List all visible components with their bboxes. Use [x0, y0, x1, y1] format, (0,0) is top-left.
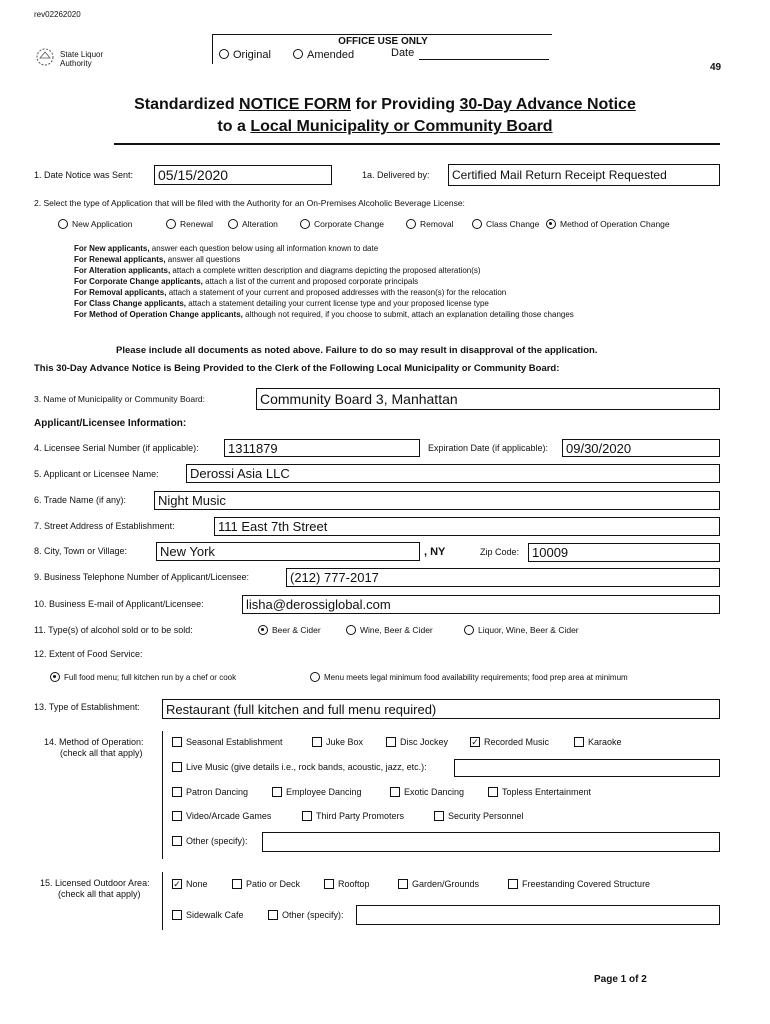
q2-options-option-4[interactable] [406, 219, 454, 230]
q14-row1-label-4: Karaoke [588, 737, 622, 747]
live-music-checkbox[interactable] [172, 762, 182, 772]
q2-options-radio-2[interactable] [228, 219, 238, 229]
original-label: Original [233, 49, 271, 61]
q14-row4-label-1: Third Party Promoters [316, 811, 405, 821]
instruction-text: answer each question below using all information known to date [149, 244, 379, 253]
q15-row1-label-2: Rooftop [338, 879, 370, 889]
sidewalk-cafe-label: Sidewalk Cafe [186, 910, 244, 920]
q11-options-radio-2[interactable] [464, 625, 474, 635]
title-notice-form: NOTICE FORM [239, 96, 352, 113]
q15-row1-checkbox-2[interactable] [324, 879, 334, 889]
outdoor-sidewalk-option[interactable] [172, 910, 244, 921]
q14-row1-option-4[interactable] [574, 737, 622, 748]
q2-options-radio-4[interactable] [406, 219, 416, 229]
q15-row1-option-2[interactable] [324, 879, 370, 890]
sidewalk-cafe-checkbox[interactable] [172, 910, 182, 920]
municipality-field[interactable]: Community Board 3, Manhattan [256, 388, 720, 410]
q1-label: 1. Date Notice was Sent: [34, 170, 134, 180]
live-music-label: Live Music (give details i.e., rock bands, acoustic, jazz, etc.): [186, 762, 427, 772]
q11-options-option-0[interactable] [258, 625, 321, 636]
instruction-text: answer all questions [165, 255, 241, 264]
form-title [0, 94, 770, 138]
office-use-title: OFFICE USE ONLY [338, 36, 428, 47]
q11-options-option-2[interactable] [464, 625, 579, 636]
amended-option[interactable] [293, 49, 354, 61]
q15-row1-option-3[interactable] [398, 879, 479, 890]
revision-code: rev02262020 [34, 10, 81, 19]
city-field[interactable]: New York [156, 542, 420, 561]
q15-row1-label-3: Garden/Grounds [412, 879, 480, 889]
q14-row1-checkbox-3[interactable]: ✓ [471, 736, 479, 747]
q15-row1-checkbox-1[interactable] [232, 879, 242, 889]
q14-row4-checkbox-1[interactable] [302, 811, 312, 821]
q6-label: 6. Trade Name (if any): [34, 495, 127, 505]
q12-options-option-1[interactable] [310, 673, 628, 683]
agency-logo [34, 46, 124, 70]
title-advance-notice: 30-Day Advance Notice [459, 96, 636, 113]
outdoor-other-option[interactable] [268, 910, 344, 921]
q14-row3-option-1[interactable] [272, 787, 362, 798]
telephone-field[interactable]: (212) 777-2017 [286, 568, 720, 587]
zip-code-field[interactable]: 10009 [528, 543, 720, 562]
q2-options-radio-0[interactable] [58, 219, 68, 229]
title-line2-prefix: to a [217, 118, 251, 135]
operation-other-label: Other (specify): [186, 836, 248, 846]
office-date-field[interactable] [419, 59, 549, 60]
instruction-line [74, 298, 574, 309]
q14-row1-checkbox-2[interactable] [386, 737, 396, 747]
delivered-by-field[interactable]: Certified Mail Return Receipt Requested [448, 164, 720, 186]
q14-row3-label-3: Topless Entertainment [502, 787, 592, 797]
serial-number-field[interactable]: 1311879 [224, 439, 420, 457]
amended-label: Amended [307, 49, 355, 61]
outdoor-other-label: Other (specify): [282, 910, 344, 920]
q14-row4-checkbox-0[interactable] [172, 811, 182, 821]
q2-options-option-6[interactable] [546, 219, 670, 230]
state-seal-icon [34, 46, 56, 68]
q14-row1-option-1[interactable] [312, 737, 363, 748]
q2-options-label-2: Alteration [242, 219, 278, 229]
instruction-lead: For Corporate Change applicants, [74, 277, 203, 286]
instruction-text: attach a statement of your current and proposed addresses with the reason(s) for the relocation [166, 288, 507, 297]
q11-options-option-1[interactable] [346, 625, 433, 636]
q13-label: 13. Type of Establishment: [34, 702, 140, 712]
instruction-line [74, 243, 574, 254]
instruction-text: attach a list of the current and proposed corporate principals [202, 277, 419, 286]
q14-row1-checkbox-1[interactable] [312, 737, 322, 747]
q2-options-label-5: Class Change [486, 219, 540, 229]
q15-row1-option-1[interactable] [232, 879, 300, 890]
title-municipality: Local Municipality or Community Board [250, 118, 553, 135]
q14-row1-option-2[interactable] [386, 737, 448, 748]
operation-other-checkbox[interactable] [172, 836, 182, 846]
q2-options-radio-6[interactable] [546, 219, 556, 229]
q14-row1-checkbox-0[interactable] [172, 737, 182, 747]
establishment-type-field[interactable]: Restaurant (full kitchen and full menu required) [162, 699, 720, 719]
q14-row1-label-0: Seasonal Establishment [186, 737, 283, 747]
original-radio[interactable] [219, 49, 229, 59]
q11-options-radio-1[interactable] [346, 625, 356, 635]
q2-options-option-0[interactable] [58, 219, 132, 230]
q14-row3-checkbox-3[interactable] [488, 787, 498, 797]
instruction-line [74, 265, 574, 276]
expiration-date-field[interactable]: 09/30/2020 [562, 439, 720, 457]
page-number: 49 [710, 62, 722, 73]
q2-options-option-1[interactable] [166, 219, 213, 230]
q15-row1-checkbox-3[interactable] [398, 879, 408, 889]
q14-row3-option-3[interactable] [488, 787, 591, 798]
application-instructions [74, 243, 574, 320]
q14-row4-label-2: Security Personnel [448, 811, 524, 821]
q12-options-radio-0[interactable] [50, 672, 60, 682]
q2-options-radio-1[interactable] [166, 219, 176, 229]
q14-sublabel: (check all that apply) [60, 748, 143, 758]
q14-row3-option-2[interactable] [390, 787, 464, 798]
q2-options-radio-5[interactable] [472, 219, 482, 229]
q14-row3-label-1: Employee Dancing [286, 787, 362, 797]
operation-other-option[interactable] [172, 836, 248, 847]
q12-label: 12. Extent of Food Service: [34, 649, 143, 659]
q2-options-radio-3[interactable] [300, 219, 310, 229]
q15-row1-option-0[interactable] [172, 879, 208, 890]
instruction-lead: For Removal applicants, [74, 288, 167, 297]
q2-options-option-5[interactable] [472, 219, 539, 230]
q14-row3-label-2: Exotic Dancing [404, 787, 465, 797]
trade-name-field[interactable]: Night Music [154, 491, 720, 510]
q14-left-rule [162, 731, 163, 859]
outdoor-other-field[interactable] [356, 905, 720, 925]
applicant-name-field[interactable]: Derossi Asia LLC [186, 464, 720, 483]
instruction-line [74, 287, 574, 298]
q14-row3-checkbox-1[interactable] [272, 787, 282, 797]
operation-other-field[interactable] [262, 832, 720, 852]
agency-name: State Liquor Authority [60, 50, 104, 68]
q15-row1-label-0: None [186, 879, 208, 889]
q9-label: 9. Business Telephone Number of Applicant/Licensee: [34, 572, 249, 582]
q14-row1-option-0[interactable] [172, 737, 283, 748]
original-option[interactable] [219, 49, 271, 61]
q15-row1-option-4[interactable] [508, 879, 650, 890]
state-label: , NY [424, 546, 446, 558]
email-field[interactable]: lisha@derossiglobal.com [242, 595, 720, 614]
q15-row1-label-4: Freestanding Covered Structure [522, 879, 651, 889]
instruction-text: although not required, if you choose to submit, attach an explanation detailing those changes [242, 310, 574, 319]
q14-row4-option-0[interactable] [172, 811, 271, 822]
q14-row3-checkbox-0[interactable] [172, 787, 182, 797]
instruction-text: attach a complete written description and diagrams depicting the proposed alteration(s) [170, 266, 481, 275]
applicant-section-heading: Applicant/Licensee Information: [34, 418, 187, 429]
q12-options-radio-1[interactable] [310, 672, 320, 682]
q2-options-label-4: Removal [420, 219, 454, 229]
q2-options-label-6: Method of Operation Change [560, 219, 670, 229]
q14-row3-option-0[interactable] [172, 787, 248, 798]
q14-row3-checkbox-2[interactable] [390, 787, 400, 797]
q14-row4-label-0: Video/Arcade Games [186, 811, 272, 821]
q2-options-label-3: Corporate Change [314, 219, 384, 229]
q14-row1-label-2: Disc Jockey [400, 737, 449, 747]
q14-row1-label-1: Juke Box [326, 737, 364, 747]
q14-row3-label-0: Patron Dancing [186, 787, 249, 797]
instruction-lead: For Renewal applicants, [74, 255, 166, 264]
q10-label: 10. Business E-mail of Applicant/Licensee: [34, 599, 204, 609]
q14-row1-option-3[interactable] [470, 737, 549, 748]
q11-options-label-1: Wine, Beer & Cider [360, 625, 433, 635]
instruction-line [74, 254, 574, 265]
q14-row1-checkbox-4[interactable] [574, 737, 584, 747]
instruction-line [74, 309, 574, 320]
instruction-lead: For New applicants, [74, 244, 150, 253]
q12-options-label-0: Full food menu; full kitchen run by a chef or cook [64, 673, 237, 683]
q15-left-rule [162, 872, 163, 930]
documents-warning: Please include all documents as noted above. Failure to do so may result in disapproval of the application. [116, 345, 598, 356]
expiration-label: Expiration Date (if applicable): [428, 443, 549, 453]
q2-label: 2. Select the type of Application that will be filed with the Authority for an On-Premises Alcoholic Beverage License: [34, 198, 465, 208]
office-use-block [212, 34, 552, 64]
q14-row4-option-2[interactable] [434, 811, 524, 822]
q7-label: 7. Street Address of Establishment: [34, 521, 175, 531]
q15-label: 15. Licensed Outdoor Area: [40, 878, 150, 888]
instruction-lead: For Method of Operation Change applicants, [74, 310, 243, 319]
zip-label: Zip Code: [480, 547, 520, 557]
instruction-lead: For Alteration applicants, [74, 266, 171, 275]
q3-label: 3. Name of Municipality or Community Board: [34, 394, 206, 404]
live-music-details-field[interactable] [454, 759, 720, 777]
instruction-text: attach a statement detailing your current license type and your proposed license type [186, 299, 489, 308]
q4-label: 4. Licensee Serial Number (if applicable): [34, 443, 199, 453]
instruction-line [74, 276, 574, 287]
date-sent-field[interactable]: 05/15/2020 [154, 165, 332, 185]
title-divider [114, 143, 720, 145]
q14-row1-label-3: Recorded Music [484, 737, 550, 747]
q12-options-option-0[interactable] [50, 673, 236, 683]
q11-options-label-2: Liquor, Wine, Beer & Cider [478, 625, 579, 635]
q5-label: 5. Applicant or Licensee Name: [34, 469, 159, 479]
instruction-lead: For Class Change applicants, [74, 299, 187, 308]
office-date-label: Date [391, 47, 415, 59]
notice-recipient-line: This 30-Day Advance Notice is Being Provided to the Clerk of the Following Local Municipality or Community Board: [34, 363, 560, 374]
page-indicator: Page 1 of 2 [594, 974, 647, 985]
live-music-option[interactable] [172, 762, 427, 773]
q2-options-label-0: New Application [72, 219, 133, 229]
street-address-field[interactable]: 111 East 7th Street [214, 517, 720, 536]
q1a-label: 1a. Delivered by: [362, 170, 430, 180]
title-prefix: Standardized [134, 96, 240, 113]
q2-options-option-2[interactable] [228, 219, 278, 230]
q12-options-label-1: Menu meets legal minimum food availability requirements; food prep area at minimum [324, 673, 628, 683]
q2-options-label-1: Renewal [180, 219, 214, 229]
q15-row1-label-1: Patio or Deck [246, 879, 301, 889]
q8-label: 8. City, Town or Village: [34, 546, 128, 556]
amended-radio[interactable] [293, 49, 303, 59]
q14-row4-option-1[interactable] [302, 811, 404, 822]
q14-label: 14. Method of Operation: [44, 737, 144, 747]
q14-row4-checkbox-2[interactable] [434, 811, 444, 821]
q15-row1-checkbox-0[interactable]: ✓ [173, 878, 181, 889]
q15-row1-checkbox-4[interactable] [508, 879, 518, 889]
q2-options-option-3[interactable] [300, 219, 384, 230]
q11-options-radio-0[interactable] [258, 625, 268, 635]
q11-label: 11. Type(s) of alcohol sold or to be sold: [34, 625, 193, 635]
title-mid: for Providing [351, 96, 460, 113]
q11-options-label-0: Beer & Cider [272, 625, 321, 635]
outdoor-other-checkbox[interactable] [268, 910, 278, 920]
q15-sublabel: (check all that apply) [58, 889, 141, 899]
